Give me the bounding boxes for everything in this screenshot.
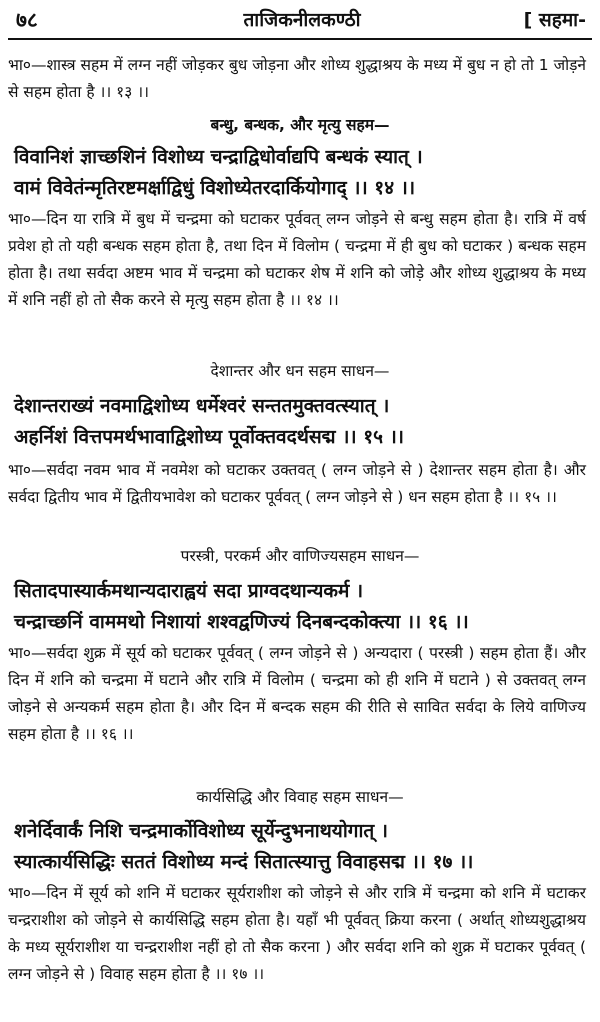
heading-karyasiddhi: कार्यसिद्धि और विवाह सहम साधन—	[196, 788, 404, 806]
verse-line: स्यात्कार्यसिद्धिः सततं विशोध्य मन्दं सितात्स्यात्तु विवाहसद्म ।। १७ ।।	[14, 851, 474, 873]
heading-bandhu: बन्धु, बन्धक, और मृत्यु सहम—	[210, 116, 390, 134]
page-header	[12, 4, 592, 34]
verse-16	[14, 578, 586, 640]
verse-17	[14, 818, 586, 880]
page-number: ७८	[16, 8, 38, 32]
commentary-17: भा०—दिन में सूर्य को शनि में घटाकर सूर्यराशीश को जोड़ने से और रात्रि में चन्द्रमा को शनि में घटाकर चन्द्रराशीश को जोड़ने से कार्यसिद्धि सहम होता है। यहाँ भी पूर्ववत् क्रिया करना ( अर्थात् शोध्यशुद्धाश्रय के मध्य सूर्यराशीश या चन्द्रराशीश नहीं हो तो सैक करना ) और सर्वदा शनि को शुक्र में घटाकर पूर्ववत् ( लग्न जोड़ने से ) विवाह सहम होता है ।। १७ ।।	[8, 884, 586, 983]
commentary-14: भा०—दिन या रात्रि में बुध में चन्द्रमा को घटाकर पूर्ववत् लग्न जोड़ने से बन्धु सहम होता है। रात्रि में वर्ष प्रवेश हो तो यही बन्धक सहम होता है, तथा दिन में विलोम ( चन्द्रमा में ही बुध को घटाकर ) बन्धक सहम होता है। तथा सर्वदा अष्टम भाव में चन्द्रमा को घटाकर शेष में शनि को जोड़े और शोध्य शुद्धाश्रय के मध्य में शनि नहीं हो तो सैक करने से मृत्यु सहम होता है ।। १४ ।।	[8, 210, 586, 309]
verse-14	[14, 144, 586, 206]
commentary-15: भा०—सर्वदा नवम भाव में नवमेश को घटाकर उक्तवत् ( लग्न जोड़ने से ) देशान्तर सहम होता है। और सर्वदा द्वितीय भाव में द्वितीयभावेश को घटाकर पूर्ववत् ( लग्न जोड़ने से ) धन सहम होता है ।। १५ ।।	[8, 461, 586, 506]
verse-line: सितादपास्यार्कमथान्यदाराह्वयं सदा प्राग्वदथान्यकर्म ।	[14, 580, 364, 602]
verse-line: वामं विवेतंन्मृतिरष्टमर्क्षाद्विधुं विशोध्येतरदार्कियोगाद् ।। १४ ।।	[14, 177, 416, 199]
verse-line: चन्द्राच्छनिं वाममथो निशायां शश्वद्वणिज्यं दिनबन्दकोक्त्या ।। १६ ।।	[14, 611, 469, 633]
verse-15	[14, 393, 586, 455]
running-title: ताजिकनीलकण्ठी	[243, 9, 361, 31]
verse-line: देशान्तराख्यं नवमाद्विशोध्य धर्मेश्वरं सन्ततमुक्तवत्स्यात् ।	[14, 395, 390, 417]
heading-parastri: परस्त्री, परकर्म और वाणिज्यसहम साधन—	[180, 547, 420, 565]
verse-line: शनेर्दिवार्कं निशि चन्द्रमार्कोविशोध्य सूर्येन्दुभनाथयोगात् ।	[14, 820, 389, 842]
commentary-13: भा०—शास्त्र सहम में लग्न नहीं जोड़कर बुध जोड़ना और शोध्य शुद्धाश्रय के मध्य में बुध न हो तो 1 जोड़ने से सहम होता है ।। १३ ।।	[8, 56, 586, 101]
commentary-16: भा०—सर्वदा शुक्र में सूर्य को घटाकर पूर्ववत् ( लग्न जोड़ने से ) अन्यदारा ( परस्त्री ) सहम होता हैं। और दिन में शनि को चन्द्रमा में घटाने और रात्रि में विलोम ( चन्द्रमा को ही शनि में घटाने ) से उक्तवत् लग्न जोड़ने से अन्यकर्म सहम होता है। और दिन में बन्दक सहम की रीति से सावित सर्वदा के लिये वाणिज्य सहम होता है ।। १६ ।।	[8, 644, 586, 743]
heading-deshantar: देशान्तर और धन सहम साधन—	[210, 362, 390, 380]
verse-line: विवानिशं ज्ञाच्छशिनं विशोध्य चन्द्राद्विधोर्वाद्यपि बन्धकं स्यात् ।	[14, 146, 423, 168]
verse-line: अहर्निशं वित्तपमर्थभावाद्विशोध्य पूर्वोक्तवदर्थसद्म ।। १५ ।।	[14, 426, 405, 448]
section-title: [ सहमा-	[523, 9, 586, 31]
header-rule	[8, 38, 592, 40]
